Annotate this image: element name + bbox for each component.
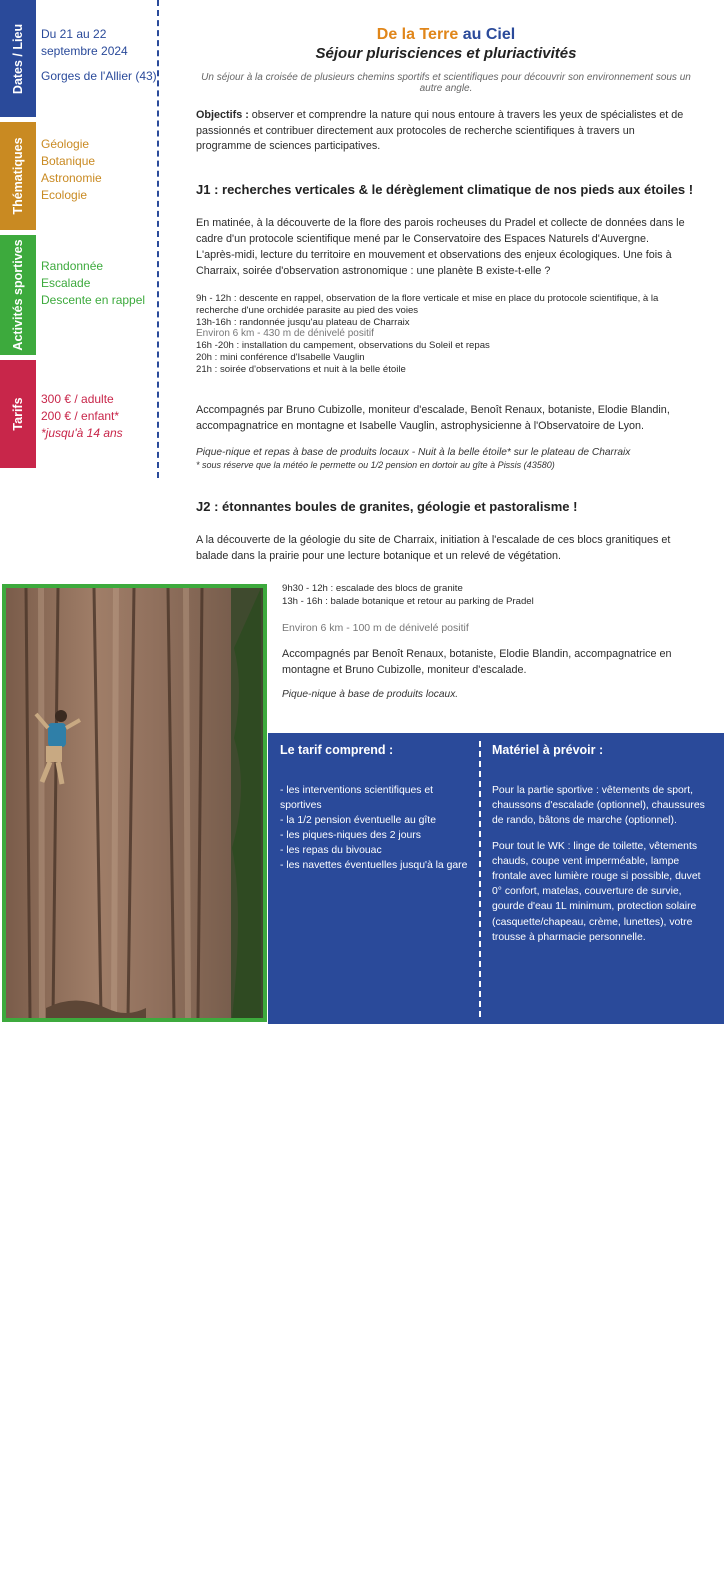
j1-picnic-text: Pique-nique et repas à base de produits locaux - Nuit à la belle étoile* sur le plateau de Charraix xyxy=(196,447,631,458)
j2-distance: Environ 6 km - 100 m de dénivelé positif xyxy=(282,622,469,634)
dates-info xyxy=(41,26,157,85)
sidebar-divider xyxy=(157,0,159,478)
tab-tarifs xyxy=(0,360,36,468)
schedule-item: 9h - 12h : descente en rappel, observation de la flore verticale et mise en place du protocole scientifique, à la recherche d'une orchidée parasite au pied des voies xyxy=(196,293,659,316)
schedule-item: 16h -20h : installation du campement, observations du Soleil et repas xyxy=(196,340,490,352)
schedule-item: 13h - 16h : balade botanique et retour au parking de Pradel xyxy=(282,595,534,607)
box-divider xyxy=(479,741,481,1017)
schedule-distance: Environ 6 km - 430 m de dénivelé positif xyxy=(196,328,374,340)
list-item: - la 1/2 pension éventuelle au gîte xyxy=(280,815,436,826)
sport-item: Randonnée xyxy=(41,259,104,273)
sports-list xyxy=(41,258,145,309)
price-adult: 300 € / adulte xyxy=(41,392,114,406)
schedule-item: 21h : soirée d'observations et nuit à la belle étoile xyxy=(196,363,406,375)
schedule-item: 20h : mini conférence d'Isabelle Vauglin xyxy=(196,351,365,363)
rock-face-image xyxy=(6,588,263,1018)
schedule-item: 13h-16h : randonnée jusqu'au plateau de Charraix xyxy=(196,316,410,328)
title-part1: De la Terre xyxy=(376,26,459,43)
page-subtitle: Séjour plurisciences et pluriactivités xyxy=(315,45,577,62)
theme-item: Géologie xyxy=(41,137,90,151)
j1-guides: Accompagnés par Bruno Cubizolle, moniteur d'escalade, Benoît Renaux, botaniste, Elodie Blandin, accompagnatrice en montagne et Isabelle Vauglin, astrophysicienne à l'Observatoire de Lyon. xyxy=(196,404,670,432)
theme-item: Botanique xyxy=(41,154,96,168)
dates-line1: Du 21 au 22 xyxy=(41,27,107,41)
j2-guides: Accompagnés par Benoît Renaux, botaniste, Elodie Blandin, accompagnatrice en montagne et Bruno Cubizolle, moniteur d'escalade. xyxy=(282,648,672,676)
list-item: - les interventions scientifiques et sportives xyxy=(280,785,434,811)
schedule-item: 9h30 - 12h : escalade des blocs de granite xyxy=(282,583,463,594)
tab-dates-label: Dates / Lieu xyxy=(11,23,25,94)
price-child: 200 € / enfant* xyxy=(41,409,120,423)
tarif-list xyxy=(280,783,470,873)
tab-sports-label: Activités sportives xyxy=(11,239,25,351)
themes-list xyxy=(41,136,102,204)
j1-schedule xyxy=(196,293,686,376)
j1-picnic xyxy=(196,446,686,472)
price-note: *jusqu'à 14 ans xyxy=(41,426,123,440)
j1-picnic-note: * sous réserve que la météo le permette ou 1/2 pension en dortoir au gîte à Pissis (43580) xyxy=(196,460,555,470)
tab-sports xyxy=(0,235,36,355)
j1-para1: En matinée, à la découverte de la flore des parois rocheuses du Pradel et collecte de données dans le cadre d'un protocole scientifique mené par le Conservatoire des Espaces Naturels d'Auvergne. xyxy=(196,217,685,245)
tab-themes xyxy=(0,122,36,230)
tab-dates xyxy=(0,0,36,117)
climber-photo xyxy=(2,584,267,1578)
gear-heading: Matériel à prévoir : xyxy=(492,743,604,757)
intro-text: Un séjour à la croisée de plusieurs chemins sportifs et scientifiques pour découvrir son environnement sous un autre angle. xyxy=(201,72,691,94)
page-title xyxy=(196,26,696,44)
info-box xyxy=(268,733,724,1024)
j1-para2: L'après-midi, lecture du territoire en mouvement et observations des enjeux écologiques. Une fois à Charraix, soirée d'observation astronomique : une planète B existe-t-elle ? xyxy=(196,249,672,277)
tarif-includes xyxy=(280,733,470,873)
j2-schedule xyxy=(282,583,702,608)
sport-item: Escalade xyxy=(41,276,91,290)
theme-item: Astronomie xyxy=(41,171,102,185)
j2-heading: J2 : étonnantes boules de granites, géologie et pastoralisme ! xyxy=(196,499,578,514)
tarif-heading: Le tarif comprend : xyxy=(280,743,394,757)
gear-list xyxy=(492,733,712,945)
dates-line2: septembre 2024 xyxy=(41,44,128,58)
objectives-text: observer et comprendre la nature qui nous entoure à travers les yeux de spécialistes et de passionnés et contribuer directement aux protocoles de recherche scientifiques à travers un programme de sciences participatives. xyxy=(196,109,684,152)
j2-picnic: Pique-nique à base de produits locaux. xyxy=(282,689,459,700)
tarifs-info xyxy=(41,391,123,442)
list-item: - les piques-niques des 2 jours xyxy=(280,830,421,841)
objectives-label: Objectifs : xyxy=(196,109,249,121)
title-part2: au Ciel xyxy=(462,26,516,43)
tab-tarifs-label: Tarifs xyxy=(11,397,25,431)
list-item: - les navettes éventuelles jusqu'à la gare xyxy=(280,860,468,871)
place: Gorges de l'Allier (43) xyxy=(41,69,157,83)
objectives xyxy=(196,108,686,155)
j2-para: A la découverte de la géologie du site de Charraix, initiation à l'escalade de ces blocs granitiques et balade dans la prairie pour une lecture botanique et un relevé de végétation. xyxy=(196,534,671,562)
tab-themes-label: Thématiques xyxy=(11,137,25,215)
j1-heading: J1 : recherches verticales & le dérèglement climatique de nos pieds aux étoiles ! xyxy=(196,182,694,197)
sport-item: Descente en rappel xyxy=(41,293,146,307)
gear-sport: Pour la partie sportive : vêtements de sport, chaussons d'escalade (optionnel), chaussures de rando, bâtons de marche (optionnel). xyxy=(492,785,705,827)
theme-item: Ecologie xyxy=(41,188,88,202)
gear-weekend: Pour tout le WK : linge de toilette, vêtements chauds, coupe vent imperméable, lampe frontale avec lumière rouge si possible, duvet 0° confort, matelas, couverture de survie, gourde d'eau 1L minimum, protection solaire (casquette/chapeau, crème, lunettes), votre trousse à pharmacie personnelle. xyxy=(492,840,701,943)
photo-credit: © Jon Virt xyxy=(244,1538,254,1578)
list-item: - les repas du bivouac xyxy=(280,845,382,856)
